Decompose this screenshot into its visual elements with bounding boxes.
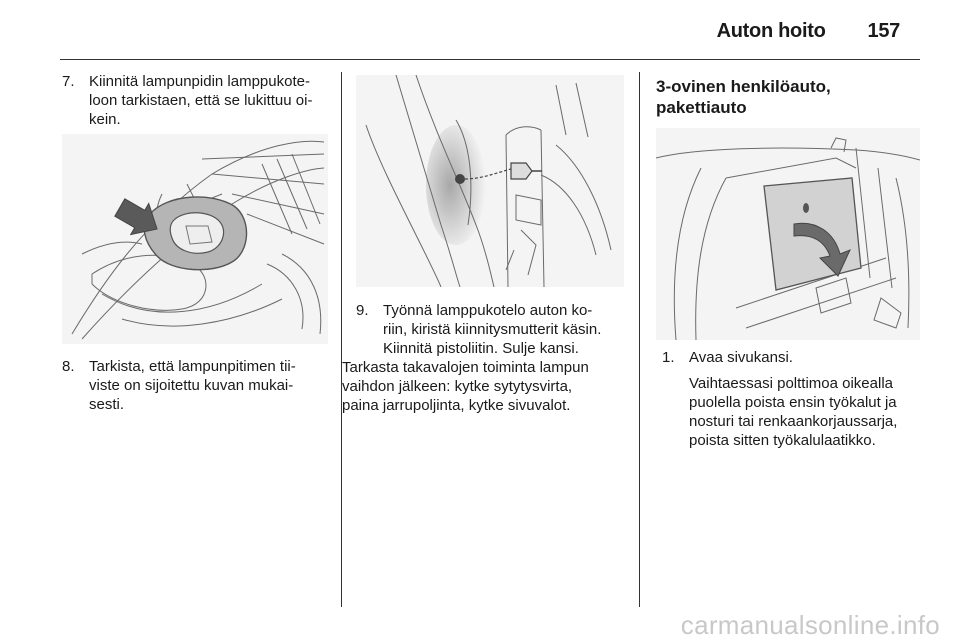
column-2 xyxy=(342,301,626,415)
step-number: 7. xyxy=(62,73,75,90)
column-3-heading xyxy=(656,76,926,118)
step-text-line: Avaa sivukansi. xyxy=(689,349,793,366)
heading-line: 3-ovinen henkilöauto, xyxy=(656,77,831,96)
column-divider-1 xyxy=(341,72,342,607)
paragraph-line: paina jarrupoljinta, kytke sivuvalot. xyxy=(342,397,571,414)
lamp-housing-illustration xyxy=(356,75,624,287)
note-line: Vaihtaessasi polttimoa oikealla xyxy=(689,375,894,392)
header-rule xyxy=(60,59,920,60)
column-1 xyxy=(62,72,330,129)
note-line: puolella poista ensin työkalut ja xyxy=(689,394,897,411)
side-cover-drawing xyxy=(656,128,920,340)
section-title: Auton hoito xyxy=(716,20,826,42)
side-cover-illustration xyxy=(656,128,920,340)
column-3 xyxy=(662,348,924,450)
step-text-line: Työnnä lamppukotelo auton ko- xyxy=(383,302,593,319)
paragraph-line: Tarkasta takavalojen toiminta lampun xyxy=(342,359,589,376)
step-text-line: Tarkista, että lampunpitimen tii- xyxy=(89,358,296,375)
step-number: 9. xyxy=(356,302,369,319)
page-header xyxy=(600,20,900,43)
note-line: poista sitten työkalulaatikko. xyxy=(689,432,876,449)
step-1-note xyxy=(662,374,924,450)
paragraph-line: vaihdon jälkeen: kytke sytytysvirta, xyxy=(342,378,573,395)
heading-line: pakettiauto xyxy=(656,98,747,117)
step-text-line: Kiinnitä lampunpidin lamppukote- xyxy=(89,73,310,90)
step-9 xyxy=(356,301,626,358)
page-number: 157 xyxy=(867,20,900,42)
lamp-housing-drawing xyxy=(356,75,624,287)
section-heading xyxy=(656,76,926,118)
step-8 xyxy=(62,357,330,414)
step-number: 1. xyxy=(662,349,675,366)
lamp-holder-drawing xyxy=(62,134,328,344)
step-7 xyxy=(62,72,330,129)
column-1-lower xyxy=(62,357,330,414)
step-number: 8. xyxy=(62,358,75,375)
step-text-line: sesti. xyxy=(89,396,125,413)
step-text-line: viste on sijoitettu kuvan mukai- xyxy=(89,377,294,394)
watermark: carmanualsonline.info xyxy=(680,610,940,640)
lamp-holder-illustration xyxy=(62,134,328,344)
column-divider-2 xyxy=(639,72,640,607)
step-text-line: riin, kiristä kiinnitysmutterit käsin. xyxy=(383,321,602,338)
check-paragraph xyxy=(342,358,626,415)
note-line: nosturi tai renkaankorjaussarja, xyxy=(689,413,898,430)
step-text-line: kein. xyxy=(89,111,121,128)
step-1 xyxy=(662,348,924,367)
step-text-line: loon tarkistaen, että se lukittuu oi- xyxy=(89,92,313,109)
step-text-line: Kiinnitä pistoliitin. Sulje kansi. xyxy=(383,340,579,357)
